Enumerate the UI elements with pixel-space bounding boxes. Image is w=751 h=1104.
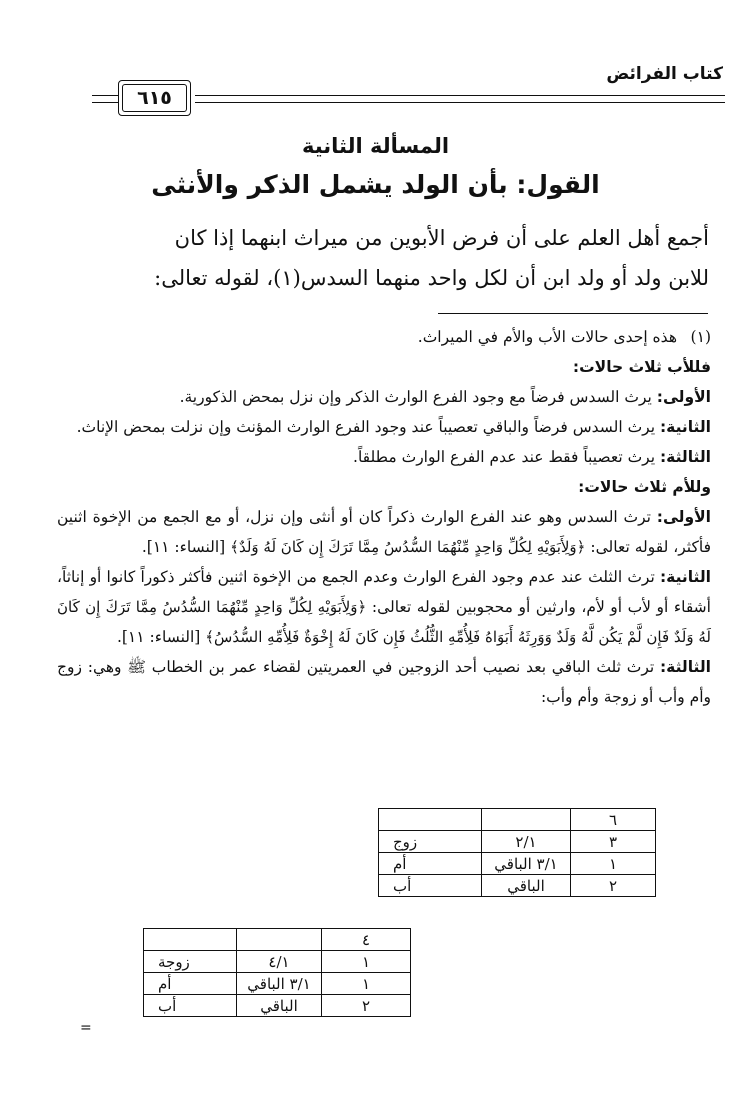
fraction-cell: ٣/١ الباقي <box>482 853 571 875</box>
book-title: كتاب الفرائض <box>606 64 723 84</box>
father-case <box>57 382 711 412</box>
case-label: الثالثة: <box>659 658 711 676</box>
case-text: يرث السدس فرضاً والباقي تعصيباً عند وجود الفرع الوارث المؤنث وإن نزلت بمحض الإناث. <box>76 418 656 436</box>
section-heading: المسألة الثانية <box>301 134 450 158</box>
shares-cell: ١ <box>322 951 411 973</box>
shares-cell: ١ <box>322 973 411 995</box>
header-rule-left <box>92 95 118 103</box>
shares-cell: ٣ <box>571 831 656 853</box>
case-text: ترث ثلث الباقي بعد نصيب أحد الزوجين في العمريتين لقضاء عمر بن الخطاب ﷺ وهي: زوج وأم وأب أو زوجة وأم وأب: <box>57 658 711 706</box>
mother-case <box>57 652 711 712</box>
case-label: الثانية: <box>659 418 711 436</box>
main-text <box>39 218 709 298</box>
footnote-intro: هذه إحدى حالات الأب والأم في الميراث. <box>417 328 677 346</box>
footnote-number: (١) <box>690 328 711 346</box>
quran-verse: ﴿وَلِأَبَوَيْهِ لِكُلِّ وَاحِدٍ مِّنْهُمَا السُّدُسُ مِمَّا تَرَكَ إِن كَانَ لَهُ وَلَدٌ﴾ <box>230 538 586 556</box>
heir-cell: أب <box>144 995 237 1017</box>
fraction-cell: ٤/١ <box>237 951 322 973</box>
main-text-line: للابن ولد أو ولد ابن أن لكل واحد منهما السدس(١)، لقوله تعالى: <box>154 266 709 290</box>
footnote-separator <box>438 313 708 314</box>
case-text: ترث الثلث عند عدم وجود الفرع الوارث وعدم الجمع من الإخوة اثنين فأكثر ذكوراً كانوا أو إناثاً، أشقاء أو لأب أو لأم، وارثين أو محجوبين لقوله تعالى: <box>57 568 711 616</box>
shares-cell: ٢ <box>322 995 411 1017</box>
page-number-frame <box>118 80 191 116</box>
father-case <box>57 442 711 472</box>
case-label: الأولى: <box>656 388 711 406</box>
case-label: الثانية: <box>659 568 711 586</box>
mother-heading: وللأم ثلاث حالات: <box>578 478 711 496</box>
fraction-cell: الباقي <box>482 875 571 897</box>
verse-reference: [النساء: ١١]. <box>116 628 201 646</box>
case-label: الأولى: <box>656 508 711 526</box>
fraction-cell: الباقي <box>237 995 322 1017</box>
case-text: يرث تعصيباً فقط عند عدم الفرع الوارث مطلقاً. <box>353 448 656 466</box>
table-row <box>379 831 656 853</box>
heir-cell: زوجة <box>144 951 237 973</box>
sub-heading: القول: بأن الولد يشمل الذكر والأنثى <box>151 170 600 199</box>
quran-verse: ﴿وَلِأَبَوَيْهِ لِكُلِّ وَاحِدٍ مِّنْهُمَا السُّدُسُ مِمَّا تَرَكَ إِن كَانَ لَهُ وَلَدٌ فَإِن لَّمْ يَكُن لَّهُ وَلَدٌ وَوَرِثَهُ أَبَوَاهُ فَلِأُمِّهِ الثُّلُثُ فَإِن كَانَ لَهُ إِخْوَةٌ فَلِأُمِّهِ السُّدُسُ﴾ <box>57 598 711 646</box>
heir-cell: أب <box>379 875 482 897</box>
case-text: يرث السدس فرضاً مع وجود الفرع الوارث الذكر وإن نزل بمحض الذكورية. <box>179 388 652 406</box>
empty-cell <box>482 809 571 831</box>
inheritance-table-husband <box>378 808 656 897</box>
page-number: ٦١٥ <box>122 84 187 112</box>
case-label: الثالثة: <box>659 448 711 466</box>
mother-case <box>57 562 711 652</box>
shares-cell: ١ <box>571 853 656 875</box>
table-row <box>144 973 411 995</box>
fraction-cell: ٢/١ <box>482 831 571 853</box>
table-row <box>379 853 656 875</box>
margin-mark: = <box>80 1020 92 1036</box>
base-cell: ٦ <box>571 809 656 831</box>
shares-cell: ٢ <box>571 875 656 897</box>
table-row <box>379 875 656 897</box>
case-text: ترث السدس وهو عند الفرع الوارث ذكراً كان أو أنثى وإن نزل، أو مع الجمع من الإخوة اثنين فأكثر، لقوله تعالى: <box>57 508 711 556</box>
verse-reference: [النساء: ١١]. <box>141 538 226 556</box>
heir-cell: أم <box>144 973 237 995</box>
main-text-line: أجمع أهل العلم على أن فرض الأبوين من ميراث ابنهما إذا كان <box>174 226 709 250</box>
heir-cell: زوج <box>379 831 482 853</box>
father-case <box>57 412 711 442</box>
table-row <box>144 951 411 973</box>
empty-cell <box>379 809 482 831</box>
table-row <box>379 809 656 831</box>
mother-case <box>57 502 711 562</box>
footnote <box>57 322 711 712</box>
fraction-cell: ٣/١ الباقي <box>237 973 322 995</box>
base-cell: ٤ <box>322 929 411 951</box>
header-rule-right <box>195 95 725 103</box>
father-heading: فللأب ثلاث حالات: <box>572 358 711 376</box>
empty-cell <box>144 929 237 951</box>
heir-cell: أم <box>379 853 482 875</box>
table-row <box>144 995 411 1017</box>
table-row <box>144 929 411 951</box>
empty-cell <box>237 929 322 951</box>
inheritance-table-wife <box>143 928 411 1017</box>
